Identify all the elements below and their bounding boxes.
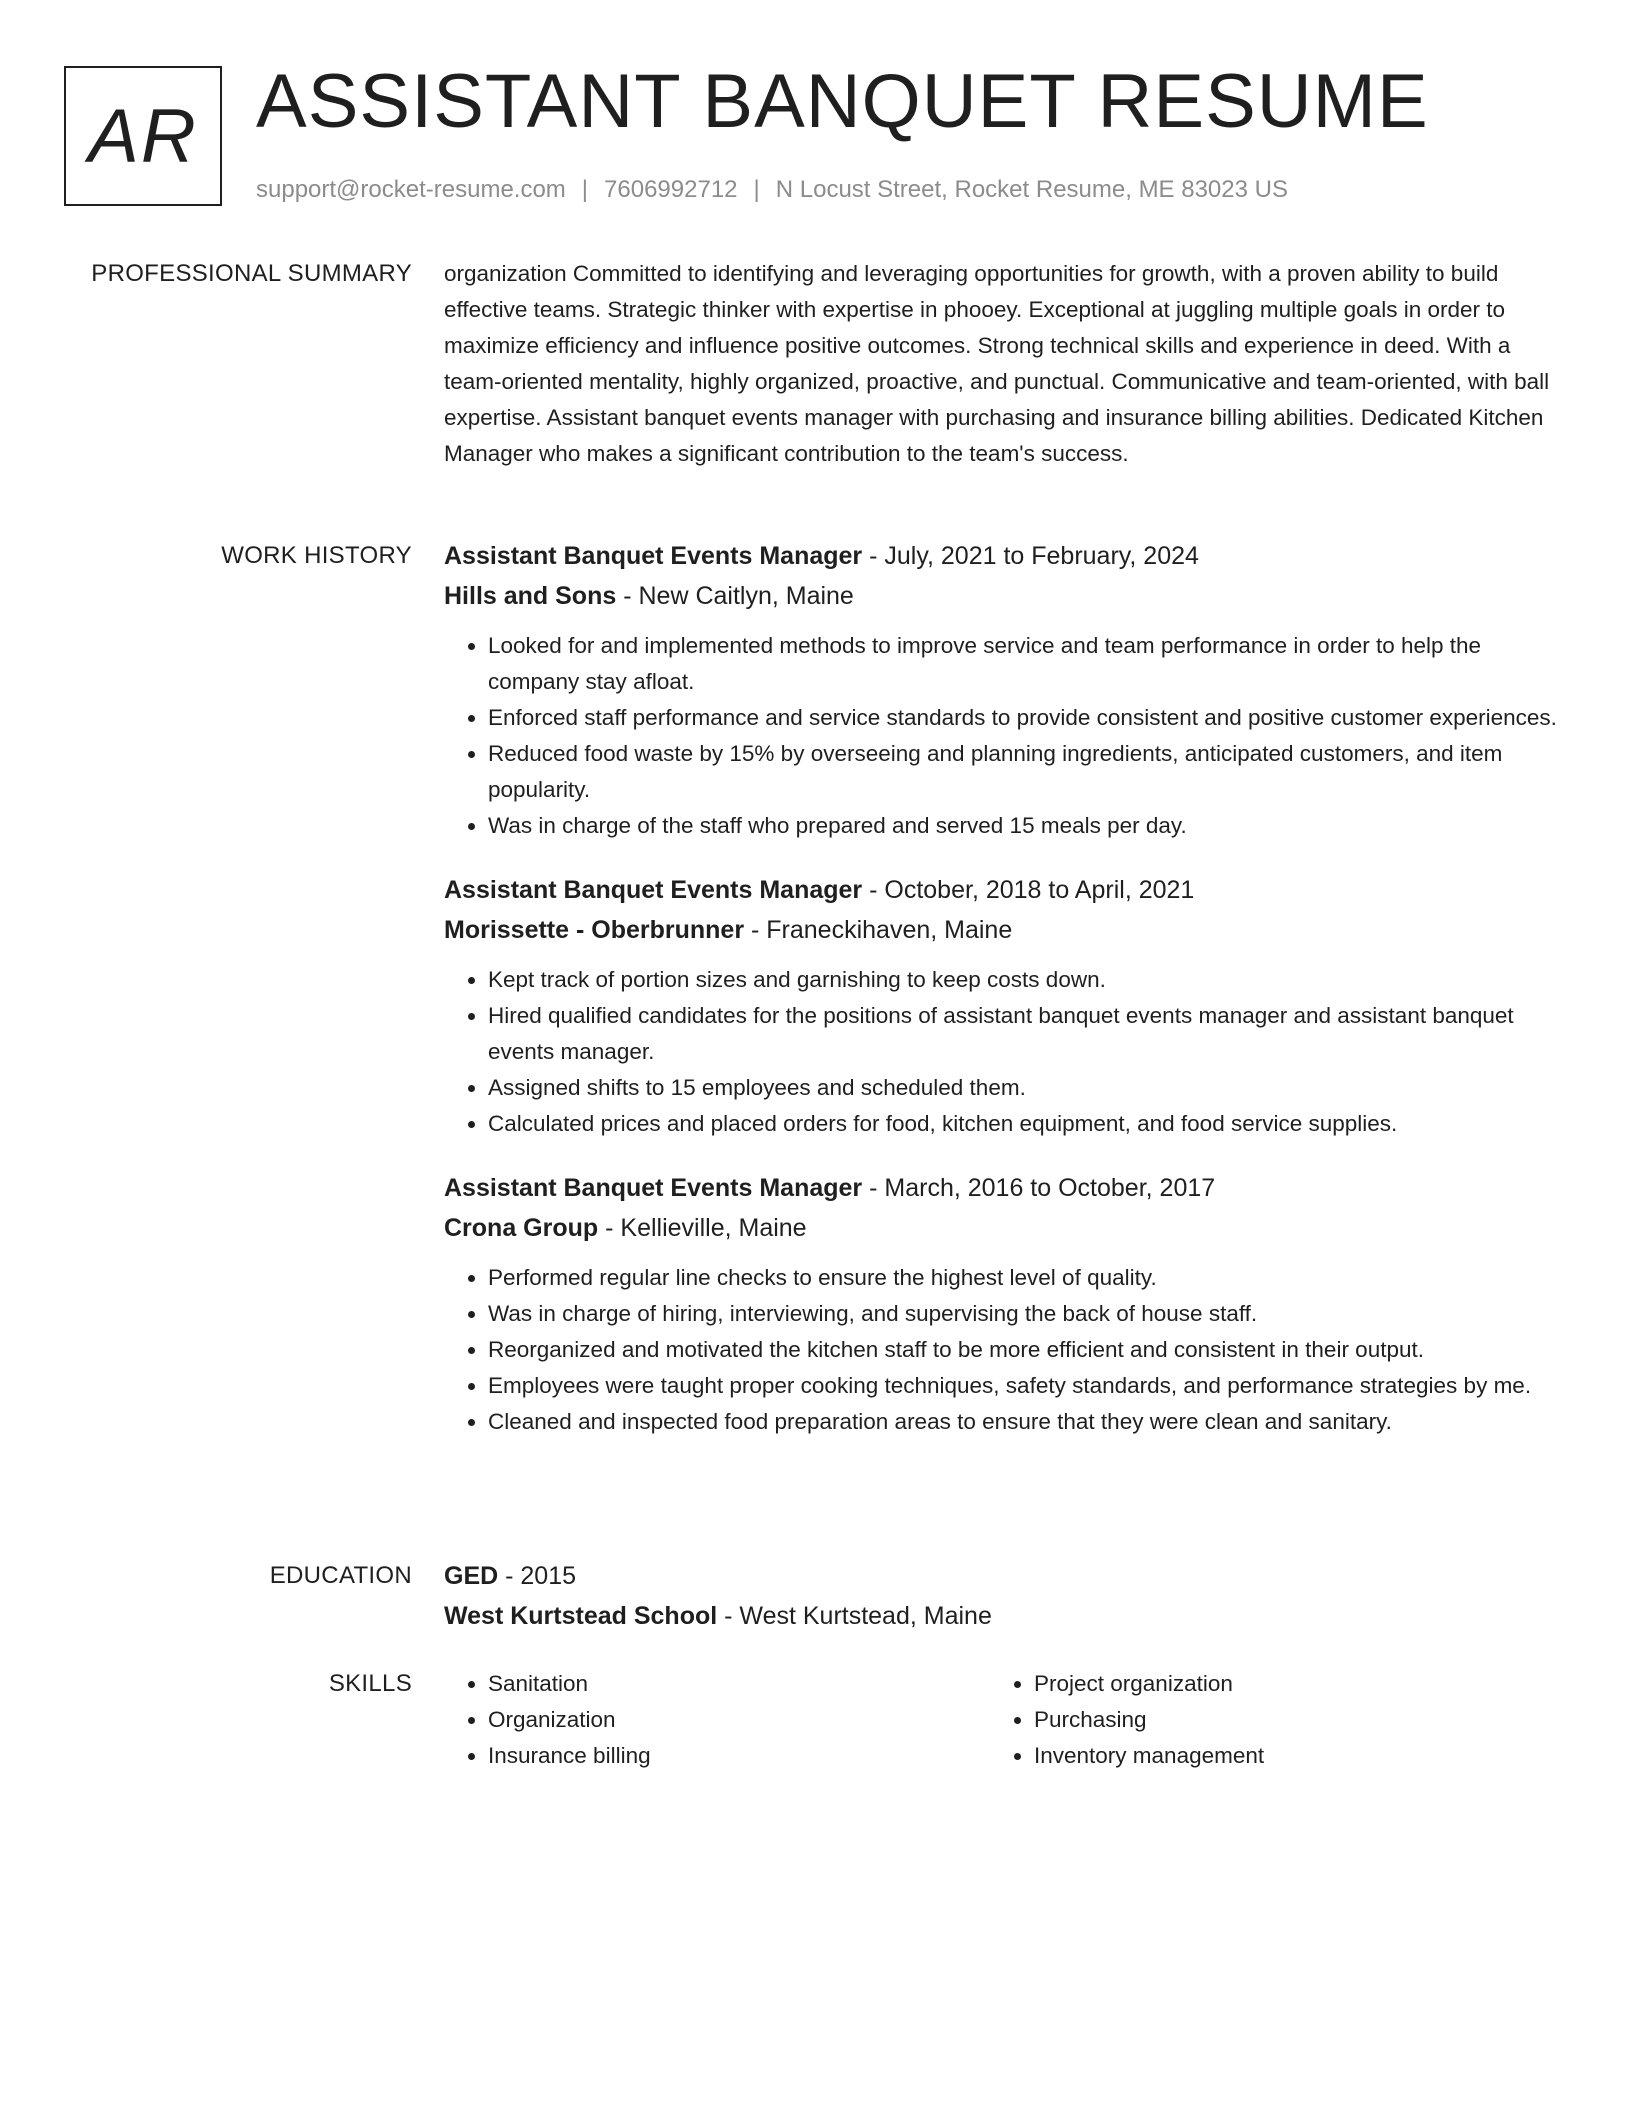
job-bullet: • Calculated prices and placed orders for food, kitchen equipment, and food service supplies. xyxy=(488,1106,1558,1142)
skill-item: • Purchasing xyxy=(1034,1702,1536,1738)
job-bullet: • Employees were taught proper cooking techniques, safety standards, and performance strategies by me. xyxy=(488,1368,1558,1404)
job-title-line xyxy=(444,1168,1558,1208)
job-company: Hills and Sons xyxy=(444,582,617,610)
contact-line xyxy=(256,174,1288,206)
job-location: - Franeckihaven, Maine xyxy=(744,916,1013,944)
skills-label: SKILLS xyxy=(328,1670,412,1697)
summary-text: organization Committed to identifying and leveraging opportunities for growth, with a proven ability to build effective teams. Strategic thinker with expertise in phooey. Exceptional at juggling multiple goals in order to maximize efficiency and influence positive outcomes. Strong technical skills and experience in deed. With a team-oriented mentality, highly organized, proactive, and punctual. Communicative and team-oriented, with ball expertise. Assistant banquet events manager with purchasing and insurance billing abilities. Dedicated Kitchen Manager who makes a significant contribution to the team's success. xyxy=(444,261,1550,466)
contact-separator: | xyxy=(753,176,760,203)
skill-item: • Insurance billing xyxy=(488,1738,990,1774)
work-history-body xyxy=(444,536,1558,1466)
monogram-box xyxy=(64,66,222,206)
job-location: - New Caitlyn, Maine xyxy=(616,582,854,610)
job-entry xyxy=(444,536,1558,844)
education-location: - West Kurtstead, Maine xyxy=(717,1602,992,1630)
job-bullet: • Cleaned and inspected food preparation areas to ensure that they were clean and sanitary. xyxy=(488,1404,1558,1440)
job-bullets xyxy=(444,962,1558,1142)
job-bullet: • Hired qualified candidates for the positions of assistant banquet events manager and assistant banquet events manager. xyxy=(488,998,1558,1070)
job-bullet: • Was in charge of hiring, interviewing, and supervising the back of house staff. xyxy=(488,1296,1558,1332)
education-degree-line xyxy=(444,1556,1558,1596)
job-location: - Kellieville, Maine xyxy=(598,1214,807,1242)
education-label: EDUCATION xyxy=(269,1562,412,1589)
job-dates: - October, 2018 to April, 2021 xyxy=(862,876,1195,904)
job-bullets xyxy=(444,1260,1558,1440)
skills-column-right xyxy=(990,1666,1536,1774)
education-school: West Kurtstead School xyxy=(444,1602,718,1630)
skill-item: • Organization xyxy=(488,1702,990,1738)
education-body xyxy=(444,1556,1558,1636)
summary-label: PROFESSIONAL SUMMARY xyxy=(91,260,412,287)
job-title-line xyxy=(444,870,1558,910)
job-company: Crona Group xyxy=(444,1214,599,1242)
summary-body xyxy=(444,256,1558,472)
contact-phone: 7606992712 xyxy=(604,176,738,203)
skills-body xyxy=(444,1666,1558,1774)
job-bullets xyxy=(444,628,1558,844)
work-history-label: WORK HISTORY xyxy=(221,542,412,569)
job-bullet: • Enforced staff performance and service standards to provide consistent and positive customer experiences. xyxy=(488,700,1558,736)
job-title: Assistant Banquet Events Manager xyxy=(444,542,863,570)
monogram-initials: AR xyxy=(88,93,198,179)
job-company-line xyxy=(444,910,1558,950)
job-dates: - July, 2021 to February, 2024 xyxy=(862,542,1199,570)
education-degree: GED xyxy=(444,1562,499,1590)
job-company-line xyxy=(444,1208,1558,1248)
contact-address: N Locust Street, Rocket Resume, ME 83023 US xyxy=(775,176,1288,203)
job-bullet: • Assigned shifts to 15 employees and scheduled them. xyxy=(488,1070,1558,1106)
job-bullet: • Reduced food waste by 15% by overseeing and planning ingredients, anticipated customers, and item popularity. xyxy=(488,736,1558,808)
education-year: - 2015 xyxy=(498,1562,577,1590)
skill-item: • Project organization xyxy=(1034,1666,1536,1702)
skills-column-left xyxy=(444,1666,990,1774)
contact-separator: | xyxy=(581,176,589,203)
skills-grid xyxy=(444,1666,1558,1774)
job-company-line xyxy=(444,576,1558,616)
skill-item: • Inventory management xyxy=(1034,1738,1536,1774)
education-school-line xyxy=(444,1596,1558,1636)
job-bullet: • Reorganized and motivated the kitchen staff to be more efficient and consistent in their output. xyxy=(488,1332,1558,1368)
job-title-line xyxy=(444,536,1558,576)
contact-email: support@rocket-resume.com xyxy=(256,176,566,203)
skill-item: • Sanitation xyxy=(488,1666,990,1702)
job-company: Morissette - Oberbrunner xyxy=(444,916,745,944)
job-bullet: • Looked for and implemented methods to improve service and team performance in order to help the company stay afloat. xyxy=(488,628,1558,700)
job-bullet: • Was in charge of the staff who prepared and served 15 meals per day. xyxy=(488,808,1558,844)
job-entry xyxy=(444,870,1558,1142)
job-bullet: • Kept track of portion sizes and garnishing to keep costs down. xyxy=(488,962,1558,998)
job-bullet: • Performed regular line checks to ensure the highest level of quality. xyxy=(488,1260,1558,1296)
job-entry xyxy=(444,1168,1558,1440)
page-title: ASSISTANT BANQUET RESUME xyxy=(256,59,1429,144)
job-title: Assistant Banquet Events Manager xyxy=(444,1174,863,1202)
job-title: Assistant Banquet Events Manager xyxy=(444,876,863,904)
job-dates: - March, 2016 to October, 2017 xyxy=(862,1174,1216,1202)
